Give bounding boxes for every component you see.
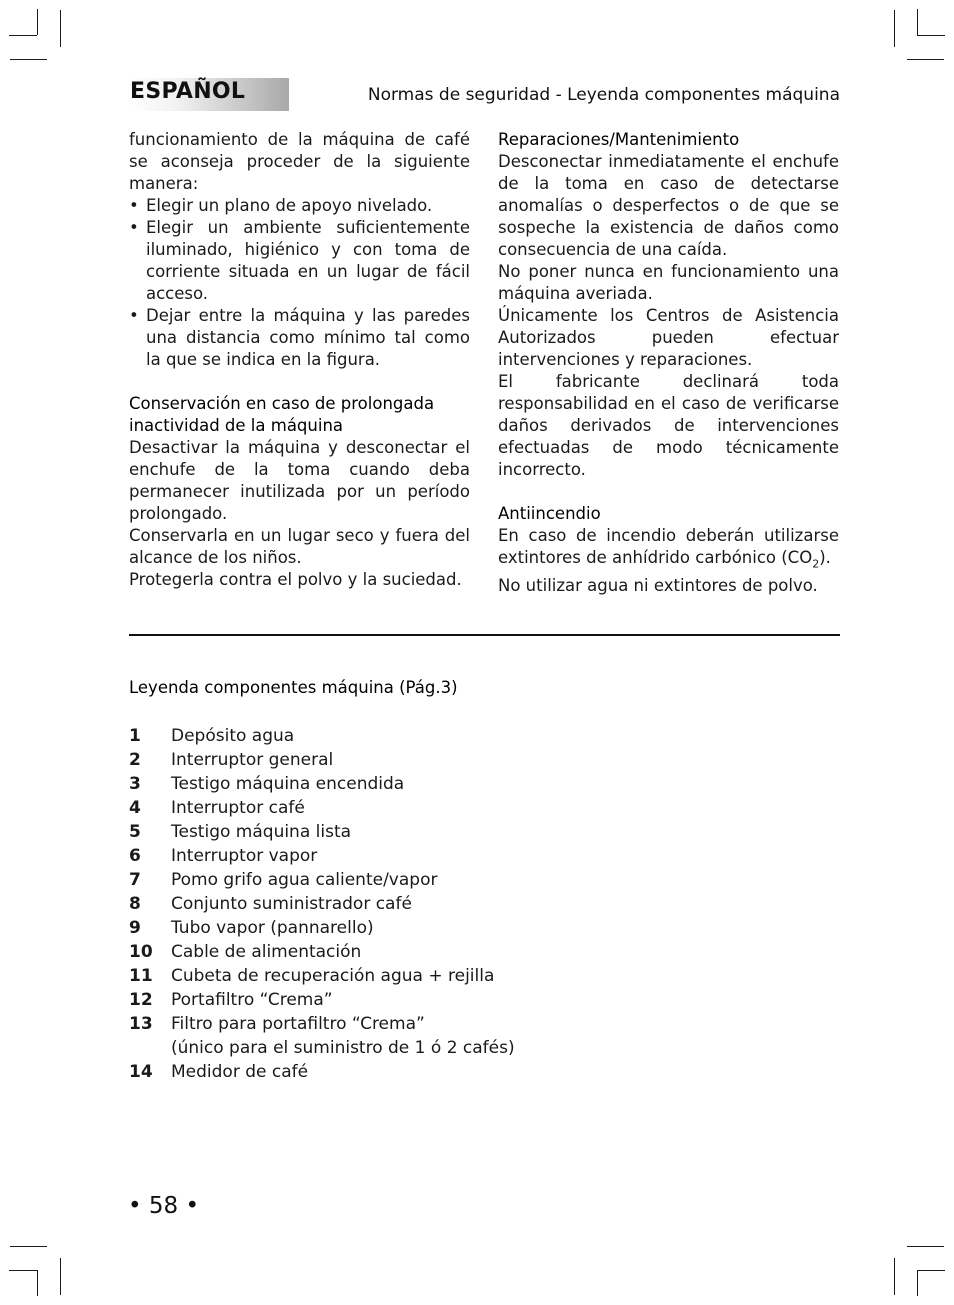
legend-list <box>129 724 515 1084</box>
legend-item-label: Medidor de café <box>171 1062 309 1082</box>
page-number: • 58 • <box>128 1193 200 1219</box>
legend-item-number: 5 <box>129 822 141 842</box>
bullet-item: • Dejar entre la máquina y las paredes una distancia como mínimo tal como la que se indica en la figura. <box>129 306 470 369</box>
legend-item <box>129 820 515 844</box>
setup-bullet-list <box>129 195 470 371</box>
legend-item-label: Portafiltro “Crema” <box>171 990 333 1010</box>
bullet-icon: • <box>129 306 139 325</box>
legend-item-number: 9 <box>129 918 141 938</box>
section-divider <box>129 634 840 636</box>
storage-heading: Conservación en caso de prolongada inactividad de la máquina <box>129 394 435 435</box>
bullet-icon: • <box>129 196 139 215</box>
crop-mark <box>10 1246 47 1247</box>
legend-item <box>129 988 515 1012</box>
legend-item-label: Tubo vapor (pannarello) <box>171 918 374 938</box>
legend-item-note: (único para el suministro de 1 ó 2 cafés) <box>171 1038 515 1058</box>
legend-item <box>129 964 515 988</box>
left-column <box>129 129 470 591</box>
legend-item-number: 13 <box>129 1014 153 1034</box>
legend-item-number: 8 <box>129 894 141 914</box>
legend-item-label: Conjunto suministrador café <box>171 894 412 914</box>
legend-item-label: Interruptor café <box>171 798 305 818</box>
crop-mark <box>37 1270 38 1296</box>
crop-mark <box>917 9 918 35</box>
legend-item-label: Cable de alimentación <box>171 942 362 962</box>
crop-mark <box>9 35 37 36</box>
fire-paragraph: En caso de incendio deberán utilizarse extintores de anhídrido carbónico $(CO_2)$. <box>498 526 839 571</box>
legend-item <box>129 916 515 940</box>
storage-paragraph: Desactivar la máquina y desconectar el enchufe de la toma cuando deba permanecer inutilizada por un período prolongado. <box>129 438 470 523</box>
crop-mark <box>60 10 61 47</box>
crop-mark <box>907 59 944 60</box>
bullet-item: • Elegir un ambiente suficientemente iluminado, higiénico y con toma de corriente situada en un lugar de fácil acceso. <box>129 218 470 303</box>
legend-item-label: Testigo máquina encendida <box>171 774 405 794</box>
crop-mark <box>894 1258 895 1295</box>
legend-item-number: 4 <box>129 798 141 818</box>
legend-item-number: 7 <box>129 870 141 890</box>
legend-item-number: 1 <box>129 726 141 746</box>
legend-item-label: Interruptor general <box>171 750 334 770</box>
legend-item-label: Cubeta de recuperación agua + rejilla <box>171 966 495 986</box>
repairs-heading: Reparaciones/Mantenimiento <box>498 130 740 149</box>
bullet-item: • Elegir un plano de apoyo nivelado. <box>129 196 433 215</box>
language-label: ESPAÑOL <box>130 79 246 104</box>
legend-item-label: Filtro para portafiltro “Crema” <box>171 1014 425 1034</box>
legend-item <box>129 724 515 748</box>
crop-mark <box>907 1246 944 1247</box>
repairs-paragraph: Desconectar inmediatamente el enchufe de la toma en caso de detectarse anomalías o desperfectos o de que se sospeche la existencia de daños como consecuencia de una caída. <box>498 152 839 259</box>
language-tab <box>128 78 289 111</box>
right-column <box>498 129 839 597</box>
legend-item-label: Testigo máquina lista <box>171 822 352 842</box>
legend-item <box>129 796 515 820</box>
legend-item <box>129 940 515 964</box>
legend-item-number: 2 <box>129 750 141 770</box>
crop-mark <box>894 10 895 47</box>
legend-item-label: Interruptor vapor <box>171 846 318 866</box>
fire-heading: Antiincendio <box>498 504 601 523</box>
fire-paragraph: No utilizar agua ni extintores de polvo. <box>498 576 818 596</box>
legend-item <box>129 892 515 916</box>
storage-paragraph: Protegerla contra el polvo y la suciedad. <box>129 570 462 589</box>
storage-paragraph: Conservarla en un lugar seco y fuera del alcance de los niños. <box>129 526 470 567</box>
crop-mark <box>10 59 47 60</box>
legend-item <box>129 772 515 796</box>
legend-item-number: 6 <box>129 846 141 866</box>
legend-item-number: 10 <box>129 942 153 962</box>
intro-paragraph: funcionamiento de la máquina de café se aconseja proceder de la siguiente manera: <box>129 130 470 193</box>
legend-item-label: Pomo grifo agua caliente/vapor <box>171 870 438 890</box>
crop-mark <box>60 1258 61 1295</box>
legend-item-number: 11 <box>129 966 153 986</box>
crop-mark <box>917 1270 918 1296</box>
legend-item <box>129 748 515 772</box>
section-title: Normas de seguridad - Leyenda componentes máquina <box>367 85 840 105</box>
legend-title: Leyenda componentes máquina (Pág.3) <box>129 678 458 697</box>
repairs-paragraph: No poner nunca en funcionamiento una máquina averiada. <box>498 262 839 303</box>
crop-mark <box>37 9 38 35</box>
legend-item <box>129 1060 515 1084</box>
bullet-icon: • <box>129 218 139 237</box>
legend-item <box>129 868 515 892</box>
legend-item-number: 3 <box>129 774 141 794</box>
repairs-paragraph: El fabricante declinará toda responsabilidad en el caso de verificarse daños derivados de intervenciones efectuadas de modo técnicamente incorrecto. <box>498 372 839 479</box>
crop-mark <box>9 1270 37 1271</box>
legend-item <box>129 1012 515 1036</box>
legend-item-number: 14 <box>129 1062 153 1082</box>
legend-item <box>129 844 515 868</box>
legend-item-number: 12 <box>129 990 153 1010</box>
crop-mark <box>917 35 945 36</box>
crop-mark <box>917 1270 945 1271</box>
repairs-paragraph: Únicamente los Centros de Asistencia Autorizados pueden efectuar intervenciones y reparaciones. <box>498 306 839 369</box>
legend-item-label: Depósito agua <box>171 726 295 746</box>
